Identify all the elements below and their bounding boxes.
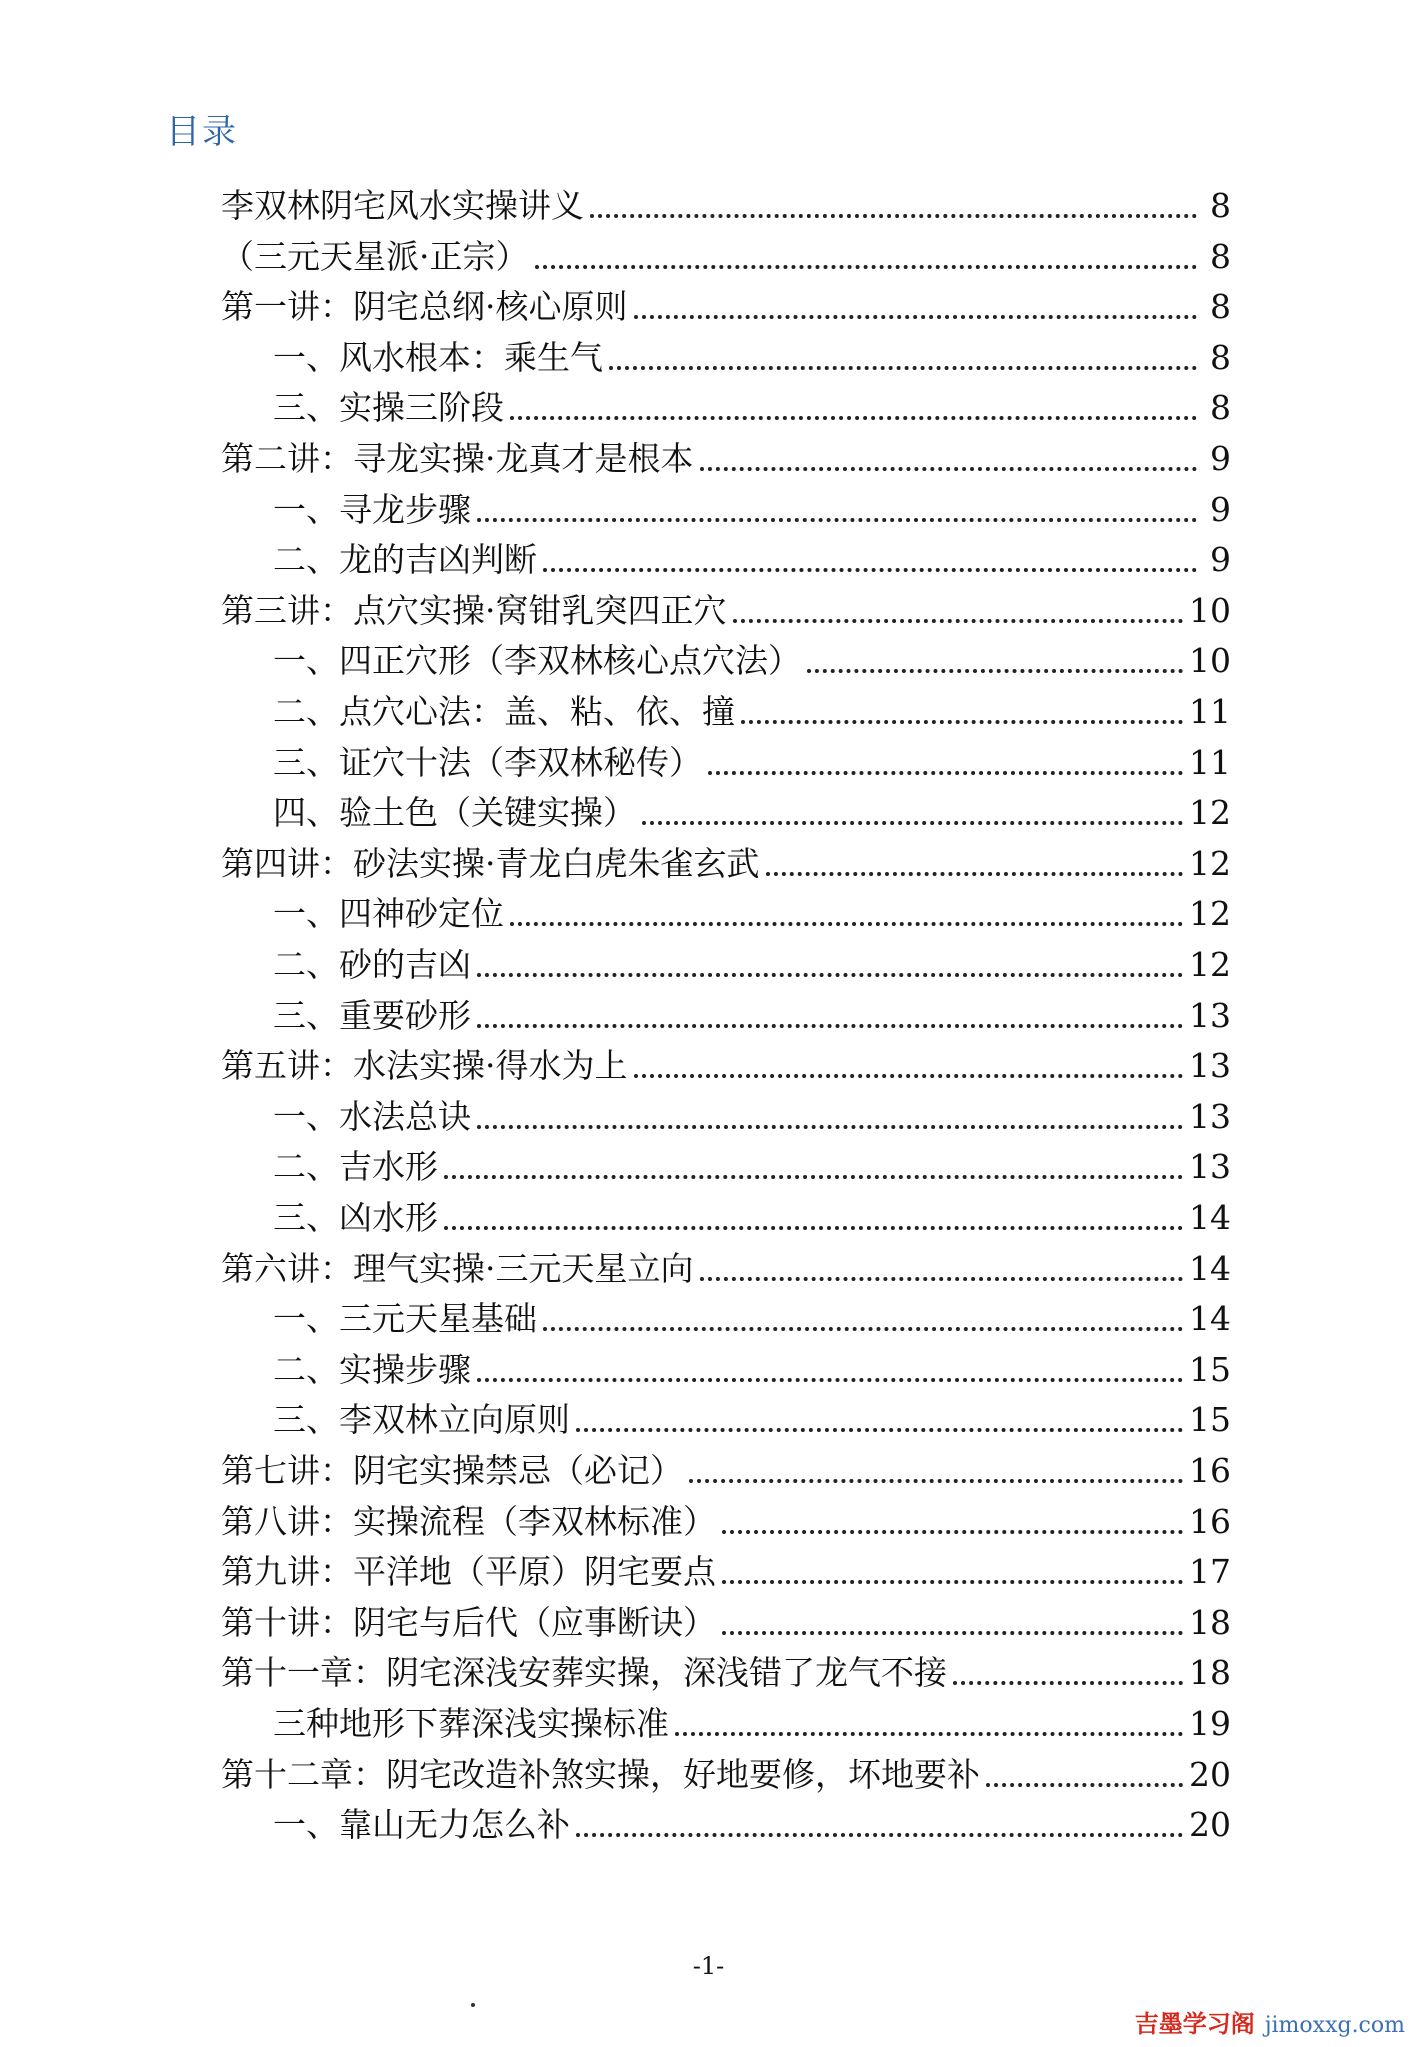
toc-entry-title: 第十讲：阴宅与后代（应事断诀）: [221, 1602, 716, 1642]
toc-entry[interactable]: [221, 1745, 1231, 1795]
toc-entry-page: 13: [1189, 1147, 1231, 1187]
toc-entry-page: 14: [1189, 1248, 1231, 1288]
toc-entry-title: 一、四神砂定位: [273, 894, 504, 934]
toc-leader-dots: [609, 366, 1197, 370]
toc-entry-title: 三、李双林立向原则: [273, 1400, 570, 1440]
toc-leader-dots: [543, 568, 1197, 572]
toc-entry-title: 第二讲：寻龙实操·龙真才是根本: [221, 439, 694, 478]
toc-leader-dots: [444, 1226, 1183, 1230]
toc-entry-title: 二、砂的吉凶: [273, 945, 471, 984]
toc-entry-title: 一、水法总诀: [273, 1096, 471, 1136]
toc-entry-title: 一、风水根本：乘生气: [273, 337, 603, 377]
toc-entry[interactable]: [273, 378, 1231, 428]
toc-entry-page: 12: [1189, 793, 1231, 833]
toc-entry-page: 13: [1189, 1096, 1231, 1136]
toc-entry[interactable]: [221, 176, 1231, 226]
toc-entry-page: 8: [1210, 337, 1231, 377]
toc-leader-dots: [477, 518, 1197, 522]
toc-entry[interactable]: [273, 1694, 1231, 1744]
toc-entry-page: 14: [1189, 1198, 1231, 1237]
toc-leader-dots: [477, 973, 1183, 977]
toc-entry[interactable]: [221, 834, 1231, 884]
toc-entry-title: 第一讲：阴宅总纲·核心原则: [221, 287, 628, 327]
toc-entry-title: 二、点穴心法：盖、粘、依、撞: [273, 692, 735, 731]
toc-entry-title: 第七讲：阴宅实操禁忌（必记）: [221, 1451, 683, 1490]
toc-leader-dots: [953, 1681, 1183, 1685]
toc-leader-dots: [510, 922, 1183, 926]
toc-entry[interactable]: [221, 1441, 1231, 1491]
toc-leader-dots: [722, 1631, 1183, 1635]
toc-entry[interactable]: [273, 682, 1231, 732]
toc-entry-page: 12: [1189, 894, 1231, 934]
toc-entry-page: 8: [1210, 287, 1231, 327]
toc-entry-page: 20: [1189, 1805, 1231, 1845]
toc-entry-title: 第八讲：实操流程（李双林标准）: [221, 1501, 716, 1541]
toc-entry-title: 二、实操步骤: [273, 1349, 471, 1389]
toc-entry-title: 李双林阴宅风水实操讲义: [221, 186, 584, 225]
toc-entry[interactable]: [273, 480, 1231, 530]
watermark-site-url: jimoxxg.com: [1264, 2013, 1405, 2038]
toc-entry-page: 17: [1189, 1552, 1231, 1592]
toc-entry-page: 20: [1189, 1754, 1231, 1794]
toc-entry-page: 14: [1189, 1299, 1231, 1339]
toc-entry-page: 11: [1189, 742, 1231, 782]
toc-entry-page: 12: [1189, 843, 1231, 883]
toc-leader-dots: [986, 1783, 1183, 1787]
toc-entry-page: 12: [1189, 945, 1231, 984]
toc-entry-page: 8: [1210, 388, 1231, 428]
toc-entry[interactable]: [273, 935, 1231, 985]
toc-leader-dots: [741, 720, 1183, 724]
toc-leader-dots: [700, 1277, 1184, 1281]
toc-entry-page: 15: [1189, 1349, 1231, 1389]
toc-entry-title: 第九讲：平洋地（平原）阴宅要点: [221, 1552, 716, 1592]
toc-entry-page: 16: [1189, 1501, 1231, 1541]
watermark-site-name: 吉墨学习阁: [1134, 2010, 1255, 2038]
toc-entry-page: 18: [1189, 1602, 1231, 1642]
toc-entry-title: 第十一章：阴宅深浅安葬实操，深浅错了龙气不接: [221, 1653, 947, 1693]
toc-leader-dots: [477, 1125, 1183, 1129]
toc-entry[interactable]: [221, 227, 1231, 277]
toc-entry[interactable]: [221, 1542, 1231, 1592]
toc-leader-dots: [444, 1175, 1183, 1179]
toc-leader-dots: [590, 214, 1197, 218]
toc-entry[interactable]: [221, 429, 1231, 479]
toc-entry-page: 8: [1210, 236, 1231, 276]
toc-entry-title: 一、寻龙步骤: [273, 489, 471, 529]
toc-entry-title: 第十二章：阴宅改造补煞实操，好地要修，坏地要补: [221, 1754, 980, 1794]
toc-leader-dots: [510, 416, 1197, 420]
toc-leader-dots: [634, 315, 1198, 319]
toc-entry[interactable]: [273, 1087, 1231, 1137]
toc-leader-dots: [535, 265, 1198, 269]
toc-entry-page: 8: [1210, 186, 1231, 225]
toc-leader-dots: [477, 1378, 1183, 1382]
toc-entry-page: 15: [1189, 1400, 1231, 1440]
toc-leader-dots: [576, 1428, 1183, 1432]
toc-leader-dots: [733, 619, 1184, 623]
toc-entry-title: 三、实操三阶段: [273, 388, 504, 428]
toc-heading: 目录: [166, 112, 238, 152]
toc-entry-title: 三、重要砂形: [273, 995, 471, 1035]
toc-entry-title: 四、验土色（关键实操）: [273, 793, 636, 833]
toc-leader-dots: [807, 669, 1183, 673]
toc-entry[interactable]: [273, 530, 1231, 580]
toc-leader-dots: [543, 1327, 1183, 1331]
toc-entry[interactable]: [273, 631, 1231, 681]
toc-entry-page: 18: [1189, 1653, 1231, 1693]
toc-entry-page: 9: [1210, 439, 1231, 478]
toc-entry-title: 第四讲：砂法实操·青龙白虎朱雀玄武: [221, 843, 760, 883]
toc-entry-title: 一、靠山无力怎么补: [273, 1805, 570, 1845]
toc-entry-title: 三种地形下葬深浅实操标准: [273, 1704, 669, 1743]
toc-leader-dots: [689, 1479, 1183, 1483]
toc-entry-title: （三元天星派·正宗）: [221, 236, 529, 276]
toc-leader-dots: [642, 821, 1183, 825]
toc-entry[interactable]: [221, 277, 1231, 327]
toc-entry[interactable]: [273, 1340, 1231, 1390]
toc-entry[interactable]: [273, 884, 1231, 934]
toc-entry[interactable]: [273, 1390, 1231, 1440]
toc-entry[interactable]: [221, 581, 1231, 631]
toc-leader-dots: [766, 872, 1184, 876]
toc-entry-title: 一、四正穴形（李双林核心点穴法）: [273, 641, 801, 681]
toc-entry-page: 9: [1210, 540, 1231, 580]
toc-leader-dots: [722, 1580, 1183, 1584]
page-number: -1-: [692, 1952, 725, 1980]
toc-entry-title: 三、证穴十法（李双林秘传）: [273, 742, 702, 782]
toc-entry-page: 11: [1189, 692, 1231, 731]
toc-leader-dots: [722, 1530, 1183, 1534]
toc-entry-page: 10: [1189, 590, 1231, 630]
toc-entry[interactable]: [273, 783, 1231, 833]
toc-entry[interactable]: [273, 1795, 1231, 1845]
toc-entry[interactable]: [221, 1036, 1231, 1086]
toc-leader-dots: [675, 1732, 1183, 1736]
toc-leader-dots: [708, 771, 1183, 775]
toc-entry[interactable]: [273, 733, 1231, 783]
toc-leader-dots: [700, 467, 1198, 471]
toc-entry-title: 二、龙的吉凶判断: [273, 540, 537, 580]
toc-entry-title: 一、三元天星基础: [273, 1299, 537, 1339]
toc-entry-title: 二、吉水形: [273, 1147, 438, 1187]
toc-entry-page: 9: [1210, 489, 1231, 529]
toc-leader-dots: [576, 1833, 1183, 1837]
toc-entry-title: 三、凶水形: [273, 1198, 438, 1237]
toc-entry[interactable]: [273, 1289, 1231, 1339]
toc-entry[interactable]: [273, 328, 1231, 378]
toc-leader-dots: [634, 1074, 1184, 1078]
toc-entry-page: 19: [1189, 1704, 1231, 1743]
toc-entry-title: 第六讲：理气实操·三元天星立向: [221, 1248, 694, 1288]
toc-entry[interactable]: [273, 1137, 1231, 1187]
toc-entry[interactable]: [221, 1492, 1231, 1542]
stray-dot: [471, 2003, 475, 2007]
toc-entry[interactable]: [221, 1593, 1231, 1643]
toc-leader-dots: [477, 1024, 1183, 1028]
toc-entry[interactable]: [273, 1188, 1231, 1238]
toc-entry[interactable]: [273, 986, 1231, 1036]
toc-entry[interactable]: [221, 1643, 1231, 1693]
toc-entry-page: 10: [1189, 641, 1231, 681]
toc-entry-page: 16: [1189, 1451, 1231, 1490]
watermark: [1135, 2004, 1405, 2039]
toc-entry-page: 13: [1189, 1046, 1231, 1086]
toc-entry-page: 13: [1189, 995, 1231, 1035]
toc-entry-title: 第五讲：水法实操·得水为上: [221, 1046, 628, 1086]
toc-entry[interactable]: [221, 1239, 1231, 1289]
toc-entry-title: 第三讲：点穴实操·窝钳乳突四正穴: [221, 590, 727, 630]
